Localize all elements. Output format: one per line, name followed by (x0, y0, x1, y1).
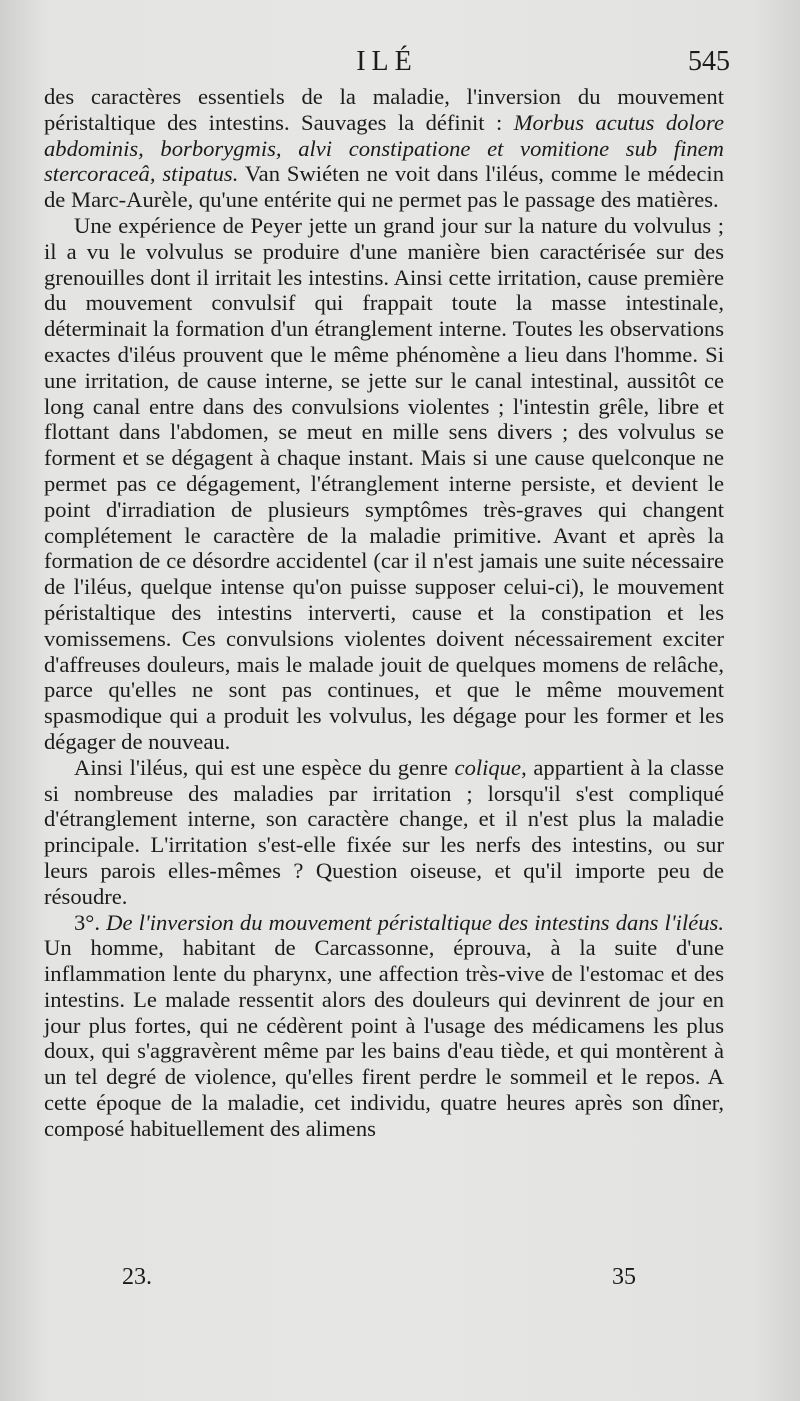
body-text (44, 84, 724, 1142)
running-head (44, 46, 730, 86)
italic-run: Morbus acutus dolore abdominis, borborygmis, alvi constipatione et vomitione sub finem stercoraceâ, stipatus. (44, 109, 724, 187)
italic-run: colique (454, 754, 522, 780)
text-run: Un homme, habitant de Carcassonne, éprouva, à la suite d'une inflammation lente du pharynx, une affection très-vive de l'estomac et des intestins. Le malade ressentit alors des douleurs qui devinrent de jour en jour plus fortes, qui ne cédèrent point à l'usage des médicamens les plus doux, qui s'aggravèrent même par les bains d'eau tiède, et qui montèrent à un tel degré de violence, qu'elles firent perdre le sommeil et le repos. A cette époque de la maladie, cet individu, quatre heures après son dîner, composé habituellement des alimens (44, 935, 724, 1141)
italic-run: De l'inversion du mouvement péristaltique des intestins dans l'iléus. (106, 909, 724, 935)
paragraph-2 (44, 213, 724, 755)
text-run: Van Swiéten ne voit dans l'iléus, comme le médecin de Marc-Aurèle, qu'une entérite qui ne permet pas le passage des matières. (44, 161, 724, 213)
paragraph-4 (44, 910, 724, 1142)
text-run: 3°. (74, 909, 107, 935)
text-run: des caractères essentiels de la maladie, l'inversion du mouvement péristaltique des intestins. Sauvages la définit : (44, 84, 724, 135)
paragraph-3 (44, 755, 724, 910)
text-run: , appartient à la classe si nombreuse des maladies par irritation ; lorsqu'il s'est compliqué d'étranglement interne, son caractère change, et il n'est plus la maladie principale. L'irritation s'est-elle fixée sur les nerfs des intestins, ou sur leurs parois elles-mêmes ? Question oiseuse, et qu'il importe peu de résoudre. (44, 754, 724, 909)
page-footer (44, 1264, 724, 1304)
page-number: 545 (688, 46, 730, 77)
text-run: Une expérience de Peyer jette un grand jour sur la nature du volvulus ; il a vu le volvulus se produire d'une manière bien caractérisée sur des grenouilles dont il irritait les intestins. Ainsi cette irritation, cause première du mouvement convulsif qui frappait toute la masse intestinale, déterminait la formation d'un étranglement interne. Toutes les observations exactes d'iléus prouvent que le même phénomène a lieu dans l'homme. Si une irritation, de cause interne, se jette sur le canal intestinal, aussitôt ce long canal entre dans des convulsions violentes ; l'intestin grêle, libre et flottant dans l'abdomen, se meut en mille sens divers ; des volvulus se forment et se dégagent à chaque instant. Mais si une cause quelconque ne permet pas ce dégagement, l'étranglement interne persiste, et devient le point d'irradiation de plusieurs symptômes très-graves qui changent complétement le caractère de la maladie primitive. Avant et après la formation de ce désordre accidentel (car il n'est jamais une suite nécessaire de l'iléus, quelque intense qu'on puisse supposer celui-ci), le mouvement péristaltique des intestins interverti, cause et la constipation et les vomissemens. Ces convulsions violentes doivent nécessairement exciter d'affreuses douleurs, mais le malade jouit de quelques momens de relâche, parce qu'elles ne sont pas continues, et que le même mouvement spasmodique qui a produit les volvulus, les dégage pour les former et les dégager de nouveau. (44, 212, 724, 754)
text-run: Ainsi l'iléus, qui est une espèce du genre (74, 754, 455, 780)
folio-mark: 35 (612, 1264, 636, 1290)
paragraph-1 (44, 84, 724, 213)
running-title: ILÉ (356, 46, 418, 77)
signature-mark: 23. (122, 1264, 152, 1290)
